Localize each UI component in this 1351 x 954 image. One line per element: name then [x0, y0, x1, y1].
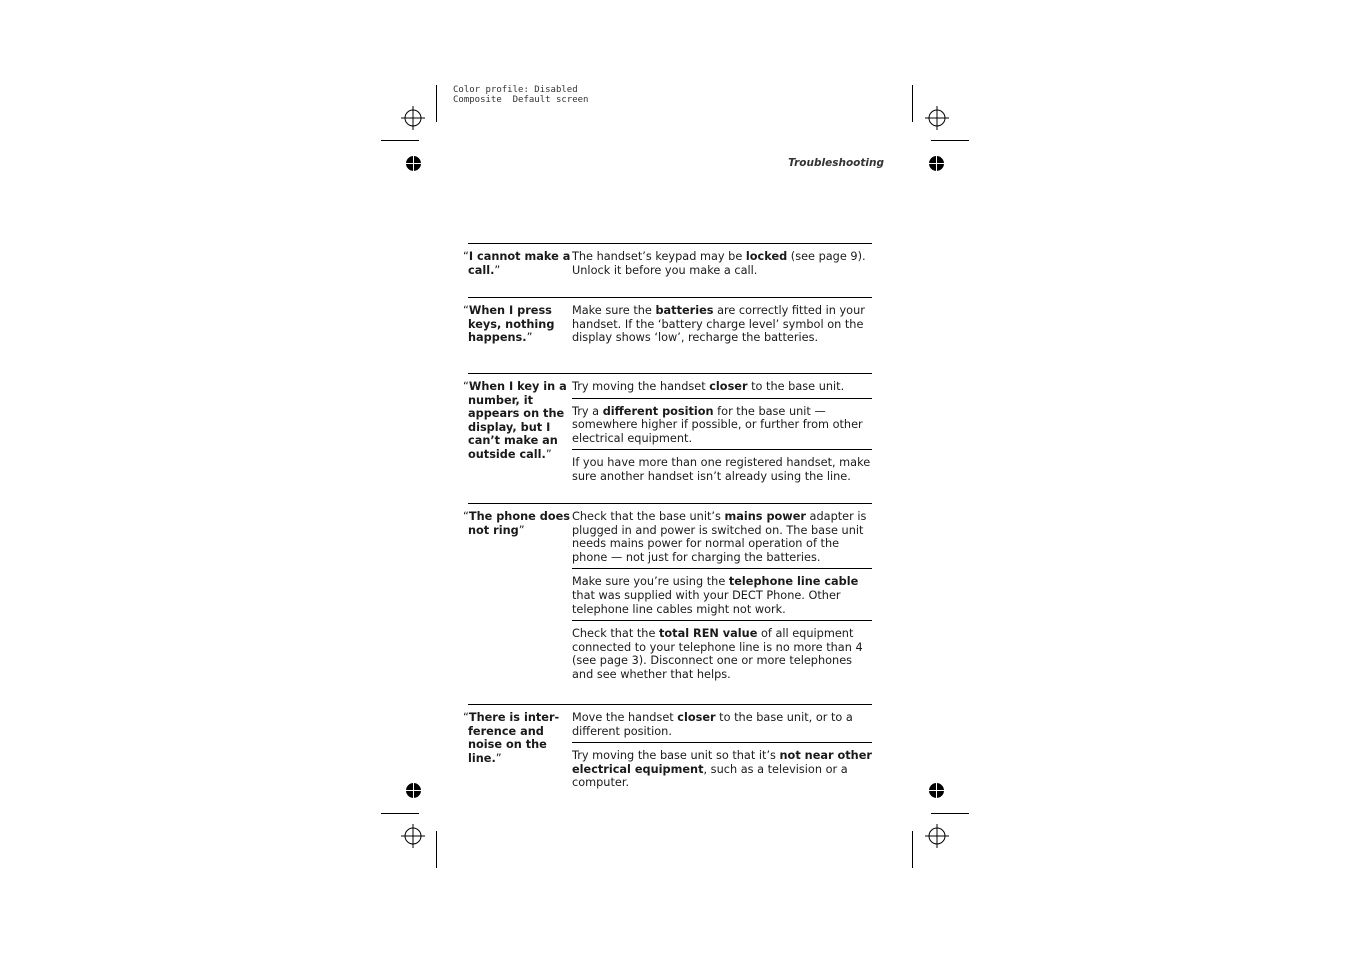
problem-text: “I cannot make a call.”	[463, 250, 571, 277]
solution-fragment: Check that the	[572, 627, 660, 641]
solution-keyword: telephone line cable	[728, 575, 859, 589]
solution-text	[572, 705, 872, 742]
solution-text	[572, 374, 872, 398]
solution-fragment: for the base unit — somewhere higher if possible, or further from other electrical equipment.	[572, 404, 863, 445]
problem-text: “When I key in a number, it appears on the display, but I can’t make an outside call.”	[463, 380, 567, 461]
problem-text: “There is inter-ference and noise on the line.”	[463, 711, 560, 765]
print-profile-line: Color profile: Disabled	[453, 85, 578, 95]
solution-text	[572, 244, 872, 281]
solution-fragment: to the base unit, or to a different position.	[572, 711, 853, 738]
problem-text: “When I press keys, nothing happens.”	[463, 304, 555, 345]
troubleshooting-table	[463, 243, 872, 795]
solution-fragment: Try a	[572, 404, 603, 418]
problem-label: When I key in a number, it appears on the display, but I can’t make an outside call.	[468, 380, 567, 461]
problem-label: There is inter-ference and noise on the line.	[468, 711, 560, 765]
solution-fragment: Check that the base unit’s	[572, 510, 725, 523]
solution-keyword: closer	[677, 711, 716, 724]
solution-fragment: Make sure you’re using the	[572, 575, 729, 589]
running-header: Troubleshooting	[788, 157, 884, 169]
problem-text: “The phone does not ring”	[463, 510, 570, 537]
solution-fragment: Try moving the handset	[572, 380, 710, 393]
print-profile-info	[453, 86, 588, 105]
solution-keyword: closer	[709, 380, 748, 393]
print-profile-line: Composite Default screen	[453, 94, 589, 105]
solution-fragment: , such as a television or a computer.	[572, 762, 848, 790]
solution-text	[572, 620, 872, 685]
solution-keyword: batteries	[655, 304, 714, 317]
solution-fragment: that was supplied with your DECT Phone. Other telephone line cables might not work.	[572, 588, 841, 616]
solution-keyword: locked	[745, 250, 788, 263]
table-row	[463, 704, 872, 795]
solution-fragment: If you have more than one registered handset, make sure another handset isn’t already using the line.	[572, 456, 871, 483]
solution-keyword: different position	[602, 404, 714, 418]
registration-mark-icon	[401, 824, 425, 848]
solution-fragment: of all equipment connected to your telephone line is no more than 4 (see page 3). Disconnect one or more telephones and see whether that helps.	[572, 627, 863, 681]
registration-mark-icon	[401, 106, 425, 130]
registration-dot-icon	[929, 783, 944, 798]
solution-keyword: not near other electrical equipment	[572, 749, 872, 776]
solution-fragment: Move the handset	[572, 711, 678, 724]
solution-text	[572, 568, 872, 620]
crop-mark	[912, 85, 913, 122]
table-row	[463, 373, 872, 493]
solution-keyword: total REN value	[659, 627, 758, 641]
table-row	[463, 503, 872, 691]
solution-text	[572, 398, 872, 450]
crop-mark	[436, 85, 437, 122]
registration-dot-icon	[406, 156, 421, 171]
registration-mark-icon	[925, 824, 949, 848]
registration-dot-icon	[929, 156, 944, 171]
solution-fragment: are correctly fitted in your handset. If the ‘battery charge level’ symbol on the display shows ‘low’, recharge the batteries.	[572, 304, 865, 345]
solution-fragment: The handset’s keypad may be	[572, 250, 746, 263]
crop-mark	[436, 831, 437, 868]
solution-fragment: Try moving the base unit so that it’s	[572, 749, 780, 763]
crop-mark	[381, 813, 419, 814]
problem-label: The phone does not ring	[468, 510, 570, 537]
crop-mark	[931, 813, 969, 814]
solution-text	[572, 742, 872, 794]
solution-fragment: (see page 9). Unlock it before you make a call.	[572, 250, 866, 277]
crop-mark	[912, 831, 913, 868]
solution-fragment: to the base unit.	[747, 380, 845, 393]
crop-mark	[381, 140, 419, 141]
registration-mark-icon	[925, 106, 949, 130]
solution-text	[572, 298, 872, 349]
solution-fragment: Make sure the	[572, 304, 656, 317]
registration-dot-icon	[406, 783, 421, 798]
solution-fragment: adapter is plugged in and power is switched on. The base unit needs mains power for normal operation of the phone — not just for charging the batteries.	[572, 510, 867, 564]
table-row	[463, 297, 872, 363]
table-row	[463, 243, 872, 287]
solution-text	[572, 504, 872, 568]
problem-label: I cannot make a call.	[468, 250, 571, 277]
problem-label: When I press keys, nothing happens.	[468, 304, 555, 345]
solution-keyword: mains power	[724, 510, 806, 523]
solution-text	[572, 449, 872, 487]
crop-mark	[931, 140, 969, 141]
